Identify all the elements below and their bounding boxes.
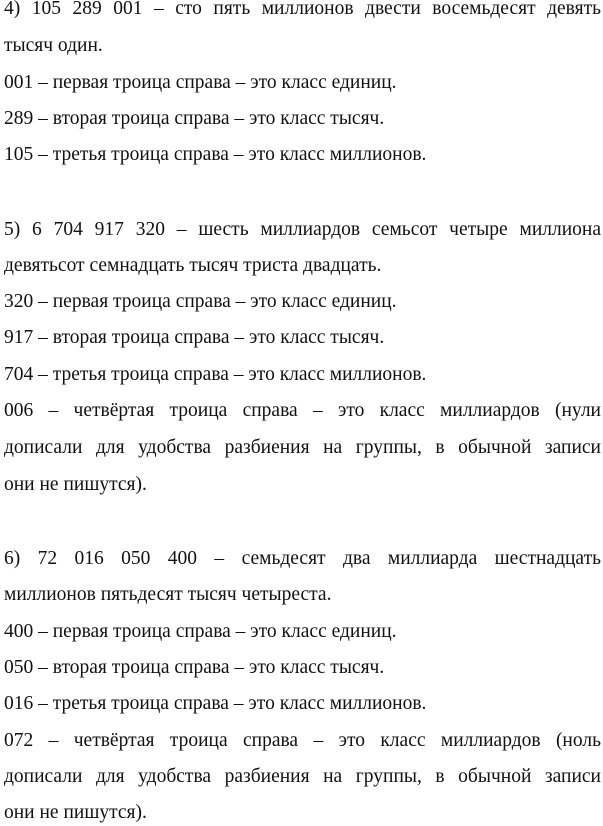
item-4-line-1: 4) 105 289 001 – сто пять миллионов двести восемьдесят девять xyxy=(4,0,601,19)
item-4-line-3: 001 – первая троица справа – это класс единиц. xyxy=(4,72,397,93)
item-5-line-3: 320 – первая троица справа – это класс единиц. xyxy=(4,291,397,312)
item-6-line-4: 050 – вторая троица справа – это класс тысяч. xyxy=(4,657,385,678)
item-6-line-3: 400 – первая троица справа – это класс единиц. xyxy=(4,621,397,642)
item-4-line-5: 105 – третья троица справа – это класс миллионов. xyxy=(4,144,427,165)
item-5-line-5: 704 – третья троица справа – это класс миллионов. xyxy=(4,364,427,385)
item-5-line-8: они не пишутся). xyxy=(4,474,147,495)
item-5-line-1: 5) 6 704 917 320 – шесть миллиардов семьсот четыре миллиона xyxy=(4,219,601,240)
item-4-line-2: тысяч один. xyxy=(4,35,103,56)
item-4-line-4: 289 – вторая троица справа – это класс тысяч. xyxy=(4,108,385,129)
item-5-line-2: девятьсот семнадцать тысяч триста двадцать. xyxy=(4,255,382,276)
item-6-line-2: миллионов пятьдесят тысяч четыреста. xyxy=(4,584,332,605)
item-6-line-8: они не пишутся). xyxy=(4,802,147,823)
item-5-line-7: дописали для удобства разбиения на группы, в обычной записи xyxy=(4,437,601,458)
item-5-line-6: 006 – четвёртая троица справа – это класс миллиардов (нули xyxy=(4,400,601,421)
item-6-line-5: 016 – третья троица справа – это класс миллионов. xyxy=(4,693,427,714)
item-6-line-7: дописали для удобства разбиения на группы, в обычной записи xyxy=(4,766,601,787)
item-5-line-4: 917 – вторая троица справа – это класс тысяч. xyxy=(4,327,385,348)
item-6-line-6: 072 – четвёртая троица справа – это класс миллиардов (ноль xyxy=(4,730,601,751)
item-6-line-1: 6) 72 016 050 400 – семьдесят два миллиарда шестнадцать xyxy=(4,548,601,569)
